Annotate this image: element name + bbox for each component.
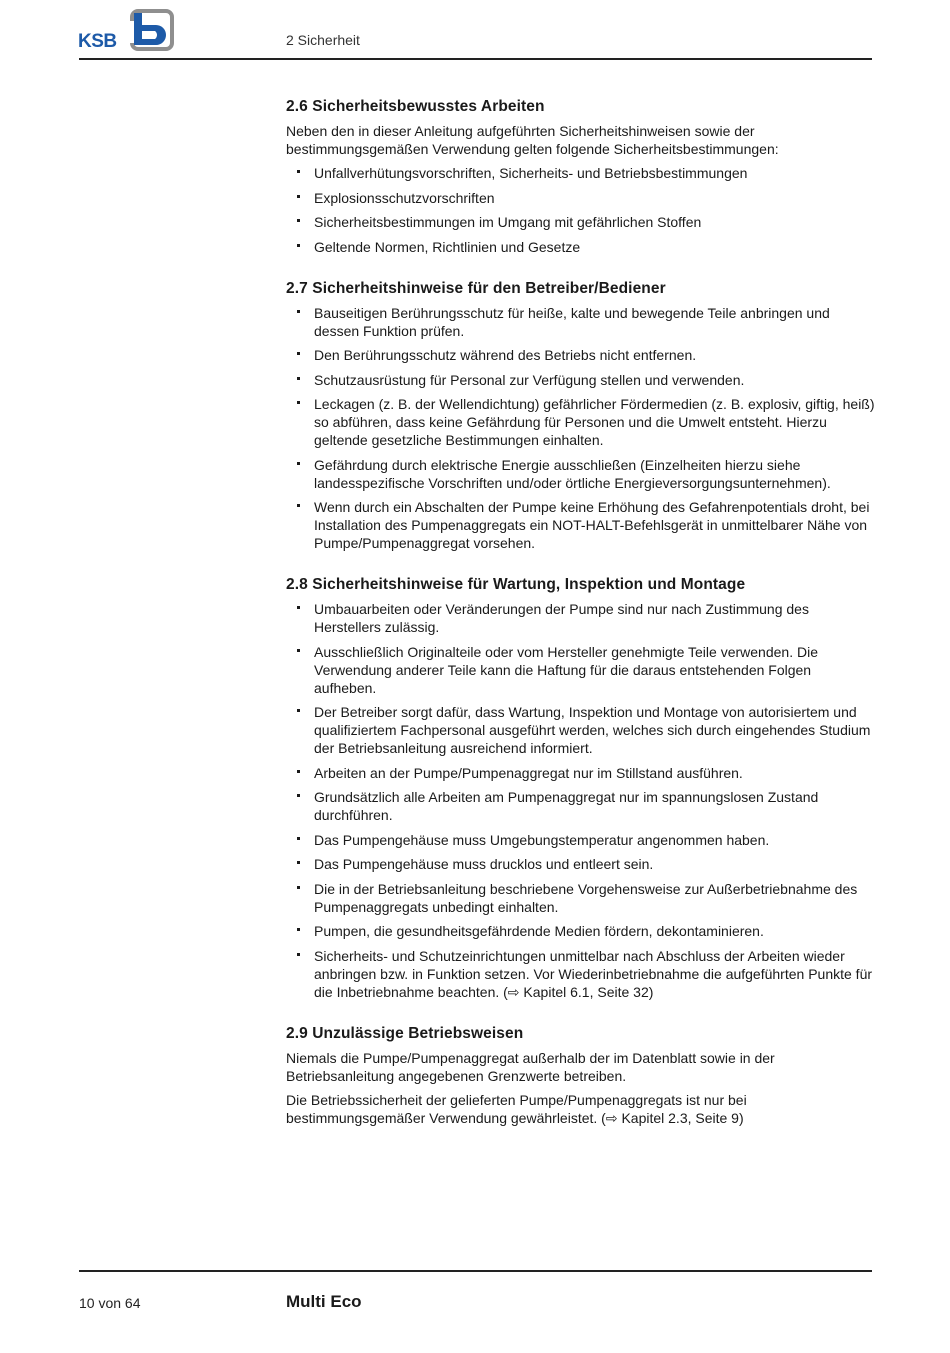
list-item [286, 498, 876, 552]
bullet-icon [297, 352, 300, 355]
list-item-text: Explosionsschutzvorschriften [314, 189, 495, 206]
bullet-icon [297, 837, 300, 840]
list-item [286, 395, 876, 449]
footer-divider [79, 1270, 872, 1272]
section-heading: 2.6 Sicherheitsbewusstes Arbeiten [286, 98, 545, 115]
section-2-9 [286, 1025, 876, 1127]
list-item [286, 831, 876, 849]
list-item [286, 764, 876, 782]
bullet-icon [297, 770, 300, 773]
list-item [286, 371, 876, 389]
bullet-icon [297, 244, 300, 247]
bullet-list [286, 164, 876, 256]
list-item-text: Der Betreiber sorgt dafür, dass Wartung, Inspektion und Montage von autorisiertem und qualifiziertem Fachpersonal ausgeführt werden, welches sich durch eingehendes Studium der Betriebsanleitung ausreichend informiert. [314, 704, 871, 756]
bullet-icon [297, 953, 300, 956]
list-item-text: Grundsätzlich alle Arbeiten am Pumpenaggregat nur im spannungslosen Zustand durchführen. [314, 789, 819, 823]
list-item-text: Das Pumpengehäuse muss drucklos und entleert sein. [314, 856, 654, 872]
list-item-text: Den Berührungsschutz während des Betriebs nicht entfernen. [314, 347, 697, 363]
list-item [286, 947, 876, 1001]
list-item [286, 346, 876, 364]
product-name: Multi Eco [286, 1292, 362, 1311]
header-divider [79, 58, 872, 60]
list-item-text: Schutzausrüstung für Personal zur Verfügung stellen und verwenden. [314, 371, 745, 388]
bullet-icon [297, 377, 300, 380]
list-item-text: Ausschließlich Originalteile oder vom Hersteller genehmigte Teile verwenden. Die Verwendung anderer Teile kann die Haftung für die daraus entstehenden Folgen aufheben. [314, 643, 818, 696]
bullet-icon [297, 219, 300, 222]
ksb-logo-mark-icon [128, 9, 174, 51]
list-item-text: Bauseitigen Berührungsschutz für heiße, kalte und bewegende Teile anbringen und dessen Funktion prüfen. [314, 304, 830, 339]
chapter-title: 2 Sicherheit [286, 32, 360, 48]
list-item-text: Wenn durch ein Abschalten der Pumpe keine Erhöhung des Gefahrenpotentials droht, bei Installation des Pumpenaggregats ein NOT-HALT-Befehlsgerät in unmittelbarer Nähe von Pumpe/Pumpenaggregat vorsehen. [314, 499, 870, 551]
list-item-text: Arbeiten an der Pumpe/Pumpenaggregat nur im Stillstand ausführen. [314, 764, 743, 781]
list-item [286, 788, 876, 824]
paragraph: Niemals die Pumpe/Pumpenaggregat außerhalb der im Datenblatt sowie in der Betriebsanleitung angegebenen Grenzwerte betreiben. [286, 1049, 775, 1084]
bullet-icon [297, 861, 300, 864]
bullet-icon [297, 401, 300, 404]
main-content [286, 98, 876, 1151]
section-2-8 [286, 576, 876, 1001]
bullet-icon [297, 794, 300, 797]
list-item [286, 189, 876, 207]
list-item [286, 703, 876, 757]
bullet-icon [297, 170, 300, 173]
section-2-6 [286, 98, 876, 256]
bullet-icon [297, 606, 300, 609]
list-item-text: Geltende Normen, Richtlinien und Gesetze [314, 238, 581, 255]
page-number: 10 von 64 [79, 1295, 141, 1311]
bullet-icon [297, 886, 300, 889]
bullet-icon [297, 649, 300, 652]
list-item-text: Pumpen, die gesundheitsgefährdende Medien fördern, dekontaminieren. [314, 923, 764, 939]
bullet-list [286, 304, 876, 553]
list-item-text: Die in der Betriebsanleitung beschriebene Vorgehensweise zur Außerbetriebnahme des Pumpenaggregats unbedingt einhalten. [314, 880, 858, 915]
bullet-icon [297, 195, 300, 198]
bullet-icon [297, 928, 300, 931]
logo-text: KSB [78, 31, 117, 52]
bullet-icon [297, 709, 300, 712]
bullet-icon [297, 462, 300, 465]
list-item [286, 922, 876, 940]
list-item-text: Das Pumpengehäuse muss Umgebungstemperatur angenommen haben. [314, 831, 770, 848]
list-item-text: Umbauarbeiten oder Veränderungen der Pumpe sind nur nach Zustimmung des Herstellers zulässig. [314, 601, 809, 635]
list-item [286, 238, 876, 256]
list-item-text: Unfallverhütungsvorschriften, Sicherheits- und Betriebsbestimmungen [314, 165, 748, 181]
list-item [286, 164, 876, 182]
section-heading: 2.8 Sicherheitshinweise für Wartung, Inspektion und Montage [286, 576, 746, 593]
list-item [286, 855, 876, 873]
list-item [286, 213, 876, 231]
bullet-icon [297, 310, 300, 313]
list-item [286, 600, 876, 636]
list-item-text: Leckagen (z. B. der Wellendichtung) gefährlicher Fördermedien (z. B. explosiv, giftig, heiß) so abführen, dass keine Gefährdung für Personen und die Umwelt entsteht. Hierzu geltende gesetzliche Bestimmungen einhalten. [314, 396, 875, 448]
list-item [286, 456, 876, 492]
paragraph: Die Betriebssicherheit der gelieferten Pumpe/Pumpenaggregats ist nur bei bestimmungsgemäßer Verwendung gewährleistet. (⇨ Kapitel 2.3, Seite 9) [286, 1091, 747, 1126]
section-heading: 2.7 Sicherheitshinweise für den Betreiber/Bediener [286, 279, 666, 297]
section-heading: 2.9 Unzulässige Betriebsweisen [286, 1024, 524, 1042]
list-item-text: Gefährdung durch elektrische Energie ausschließen (Einzelheiten hierzu siehe landesspezifische Vorschriften und/oder örtliche Energieversorgungsunternehmen). [314, 456, 831, 491]
list-item [286, 880, 876, 916]
bullet-list [286, 600, 876, 1001]
ksb-logo [78, 9, 174, 51]
list-item [286, 643, 876, 697]
section-2-7 [286, 280, 876, 553]
bullet-icon [297, 504, 300, 507]
list-item [286, 304, 876, 340]
list-item-text: Sicherheits- und Schutzeinrichtungen unmittelbar nach Abschluss der Arbeiten wieder anbringen bzw. in Funktion setzen. Vor Wiederinbetriebnahme die aufgeführten Punkte für die Inbetriebnahme beachten. (⇨ Kapitel 6.1, Seite 32) [314, 947, 873, 1000]
section-intro: Neben den in dieser Anleitung aufgeführten Sicherheitshinweisen sowie der bestimmungsgemäßen Verwendung gelten folgende Sicherheitsbestimmungen: [286, 123, 779, 157]
list-item-text: Sicherheitsbestimmungen im Umgang mit gefährlichen Stoffen [314, 214, 702, 230]
